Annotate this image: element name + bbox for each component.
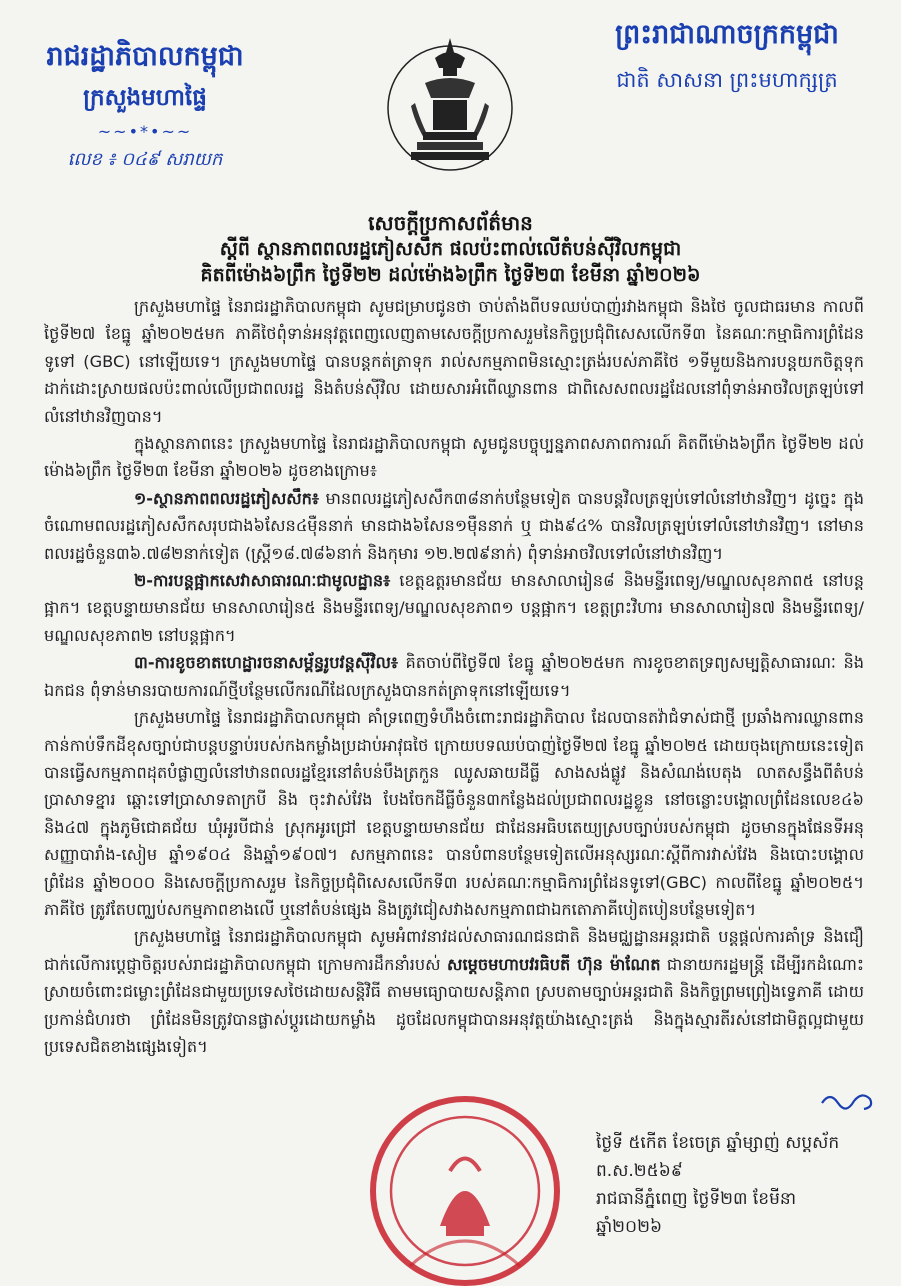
section-text-services: ខេត្តឧត្តរមានជ័យ មានសាលារៀន៨ និងមន្ទីរពេទ្យ/មណ្ឌលសុខភាព៥ នៅបន្តផ្អាក។ ខេត្តបន្ទាយមានជ័យ មានសាលារៀន៥ និងមន្ទីរពេទ្យ/មណ្ឌលសុខភាព១ បន្តផ្អាក។ ខេត្តព្រះវិហារ មានសាលារៀន៧ និងមន្ទីរពេទ្យ/មណ្ឌលសុខភាព២ នៅបន្តផ្អាក។ [44,571,864,645]
date-block [596,1129,856,1241]
reference-number: លេខ ៖ ០៤៩ សរាយក [67,149,223,170]
official-seal-icon [350,1076,580,1286]
document-title: សេចក្តីប្រកាសព័ត៌មាន [368,211,533,235]
document-subject: ស្តីពី ស្ថានភាពពលរដ្ឋភៀសសឹក ផលប៉ះពាល់លើតំបន់ស៊ីវិលកម្ពុជា [219,238,682,260]
solar-date: រាជធានីភ្នំពេញ ថ្ងៃទី២៣ ខែមីនា ឆ្នាំ២០២៦ [596,1189,797,1237]
prime-minister-name: សម្តេចមហាបវរធិបតី ហ៊ុន ម៉ាណែត [447,954,661,974]
paragraph-services [44,567,864,649]
appeal-text-b: ជានាយករដ្ឋមន្ត្រី ដើម្បីរកដំណោះស្រាយចំពោះជម្លោះព្រំដែនជាមួយប្រទេសថៃដោយសន្តិវិធី តាមមធ្យោបាយសន្តិភាព ស្របតាមច្បាប់អន្តរជាតិ និងកិច្ចព្រមព្រៀងទ្វេភាគី ដោយប្រកាន់ជំហរថា ព្រំដែនមិនត្រូវបានផ្លាស់ប្តូរដោយកម្លាំង ដូចដែលកម្ពុជាបានអនុវត្តយ៉ាងស្មោះត្រង់ និងក្នុងស្មារតីរស់នៅជាមិត្តល្អជាមួយប្រទេសជិតខាងផ្សេងទៀត។ [44,954,864,1056]
document-period: គិតពីម៉ោង៦ព្រឹក ថ្ងៃទី២២ ដល់ម៉ោង៦ព្រឹក ថ្ងៃទី២៣ ខែមីនា ឆ្នាំ២០២៦ [200,264,701,286]
appeal-text-a: ក្រសួងមហាផ្ទៃ នៃរាជរដ្ឋាភិបាលកម្ពុជា សូមអំពាវនាវដល់សាធារណជនជាតិ និងមជ្ឈដ្ឋានអន្តរជាតិ បន្តផ្តល់ការគាំទ្រ និងជឿជាក់លើការប្តេជ្ញាចិត្តរបស់រាជរដ្ឋាភិបាលកម្ពុជា ក្រោមការដឹកនាំរបស់ [44,927,864,974]
government-name: រាជរដ្ឋាភិបាលកម្ពុជា [46,41,244,72]
ornament-divider: ~~•*•~~ [97,122,193,141]
national-motto: ជាតិ សាសនា ព្រះមហាក្សត្រ [616,68,838,92]
lunar-date: ថ្ងៃទី ៥កើត ខែចេត្រ ឆ្នាំម្សាញ់ សប្តស័ក ព.ស.២៥៦៩ [596,1133,840,1181]
kingdom-name: ព្រះរាជាណាចក្រកម្ពុជា [615,19,839,50]
paragraph-protest: ក្រសួងមហាផ្ទៃ នៃរាជរដ្ឋាភិបាលកម្ពុជា គាំទ្រពេញទំហឹងចំពោះរាជរដ្ឋាភិបាល ដែលបានតវ៉ាជំទាស់ជាថ្មី ប្រឆាំងការឈ្លានពានកាន់កាប់ទឹកដីខុសច្បាប់ជាបន្តបន្ទាប់របស់កងកម្លាំងប្រដាប់អាវុធថៃ ក្រោយបទឈប់បាញ់ថ្ងៃទី២៧ ខែធ្នូ ឆ្នាំ២០២៥ ដោយចុងក្រោយនេះទៀត បានធ្វើសកម្មភាពដុតបំផ្លាញលំនៅឋានពលរដ្ឋខ្មែរនៅតំបន់បឹងត្រកួន ឈូសឆាយដីធ្លី សាងសង់ផ្លូវ និងសំណង់បេតុង លាតសន្ធឹងពីតំបន់ប្រាសាទខ្នារ ឆ្ពោះទៅប្រាសាទតាក្របី និង ចុះវាស់វែង បែងចែកដីធ្លីចំនួន៣កន្លែងដល់ប្រជាពលរដ្ឋខ្លួន នៅចន្លោះបង្គោលព្រំដែនលេខ៤៦ និង៤៧ ក្នុងភូមិជោគជ័យ ឃុំអូរបីជាន់ ស្រុកអូរជ្រៅ ខេត្តបន្ទាយមានជ័យ ជាដែនអធិបតេយ្យស្របច្បាប់របស់កម្ពុជា ដូចមានក្នុងផែនទីអនុសញ្ញាបារាំង-សៀម ឆ្នាំ១៩០៤ និងឆ្នាំ១៩០៧។ សកម្មភាពនេះ បានបំពានបន្ថែមទៀតលើអនុស្សរណៈស្តីពីការវាស់វែង និងបោះបង្គោលព្រំដែន ឆ្នាំ២០០០ និងសេចក្តីប្រកាសរួម នៃកិច្ចប្រជុំពិសេសលើកទី៣ របស់គណៈកម្មាធិការព្រំដែនទូទៅ(GBC) កាលពីខែធ្នូ ឆ្នាំ២០២៥។ ភាគីថៃ ត្រូវតែបញ្ឈប់សកម្មភាពខាងលើ ឬនៅតំបន់ផ្សេង និងត្រូវជៀសវាងសកម្មភាពជាឯកតោភាគីបៀតបៀនបន្ថែមទៀត។ [44,708,864,919]
paragraph-situation: ក្នុងស្ថានភាពនេះ ក្រសួងមហាផ្ទៃ នៃរាជរដ្ឋាភិបាលកម្ពុជា សូមជូនបច្ចុប្បន្នភាពសភាពការណ៍ គិតពីម៉ោង៦ព្រឹក ថ្ងៃទី២២ ដល់ម៉ោង៦ព្រឹក ថ្ងៃទី២៣ ខែមីនា ឆ្នាំ២០២៦ ដូចខាងក្រោម៖ [44,434,864,481]
issuer-block [30,40,260,174]
initials-signature-icon [818,1085,878,1115]
section-label-refugees: ១-ស្ថានភាពពលរដ្ឋភៀសសឹក៖ [134,488,320,508]
section-text-damage: គិតចាប់ពីថ្ងៃទី៧ ខែធ្នូ ឆ្នាំ២០២៥មក ការខូចខាតទ្រព្យសម្បត្តិសាធារណៈ និងឯកជន ពុំទាន់មានរបាយការណ៍ថ្មីបន្ថែមលើករណីដែលក្រសួងបានកត់ត្រាទុកនៅឡើយទេ។ [44,653,864,700]
title-block [40,210,861,288]
paragraph-refugees [44,485,864,567]
section-text-refugees: មានពលរដ្ឋភៀសសឹក៣៨នាក់បន្ថែមទៀត បានបន្តវិលត្រឡប់ទៅលំនៅឋានវិញ។ ដូច្នេះ ក្នុងចំណោមពលរដ្ឋភៀសសឹកសរុបជាង៦សែន៤ម៉ឺននាក់ មានជាង៦សែន១ម៉ឺននាក់ ឬ ជាង៩៤% បានវិលត្រឡប់ទៅលំនៅឋានវិញ។ នៅមានពលរដ្ឋចំនួន៣៦.៧៨២នាក់ទៀត (ស្ត្រី១៨.៧៨៦នាក់ និងកុមារ ១២.២៧៩នាក់) ពុំទាន់អាចវិលទៅលំនៅឋានវិញ។ [44,488,864,563]
paragraph-damage [44,649,864,704]
section-label-damage: ៣-ការខូចខាតហេដ្ឋារចនាសម្ព័ន្ធរូបវន្តស៊ីវិល៖ [134,653,398,673]
paragraph-appeal [44,923,864,1060]
document-body [44,293,864,1060]
section-label-services: ២-ការបន្តផ្អាកសេវាសាធារណៈជាមូលដ្ឋាន៖ [134,571,391,591]
paragraph-intro: ក្រសួងមហាផ្ទៃ នៃរាជរដ្ឋាភិបាលកម្ពុជា សូមជម្រាបជូនថា ចាប់តាំងពីបទឈប់បាញ់រវាងកម្ពុជា និងថៃ ចូលជាធរមាន កាលពីថ្ងៃទី២៧ ខែធ្នូ ឆ្នាំ២០២៥មក ភាគីថៃពុំទាន់អនុវត្តពេញលេញតាមសេចក្តីប្រកាសរួមនៃកិច្ចប្រជុំពិសេសលើកទី៣ នៃគណៈកម្មាធិការព្រំដែនទូទៅ (GBC) នៅឡើយទេ។ ក្រសួងមហាផ្ទៃ បានបន្តកត់ត្រាទុក រាល់សកម្មភាពមិនស្មោះត្រង់របស់ភាគីថៃ ១ទីមួយនិងការបន្តយកចិត្តទុកដាក់ដោះស្រាយផលប៉ះពាល់លើប្រជាពលរដ្ឋ និងតំបន់ស៊ីវិល ដោយសារអំពើឈ្លានពាន ជាពិសេសពលរដ្ឋដែលនៅពុំទាន់អាចវិលត្រឡប់ទៅលំនៅឋានវិញបាន។ [44,297,864,426]
ministry-name: ក្រសួងមហាផ្ទៃ [83,85,207,111]
kingdom-block [577,18,877,94]
royal-emblem-icon [385,28,515,180]
